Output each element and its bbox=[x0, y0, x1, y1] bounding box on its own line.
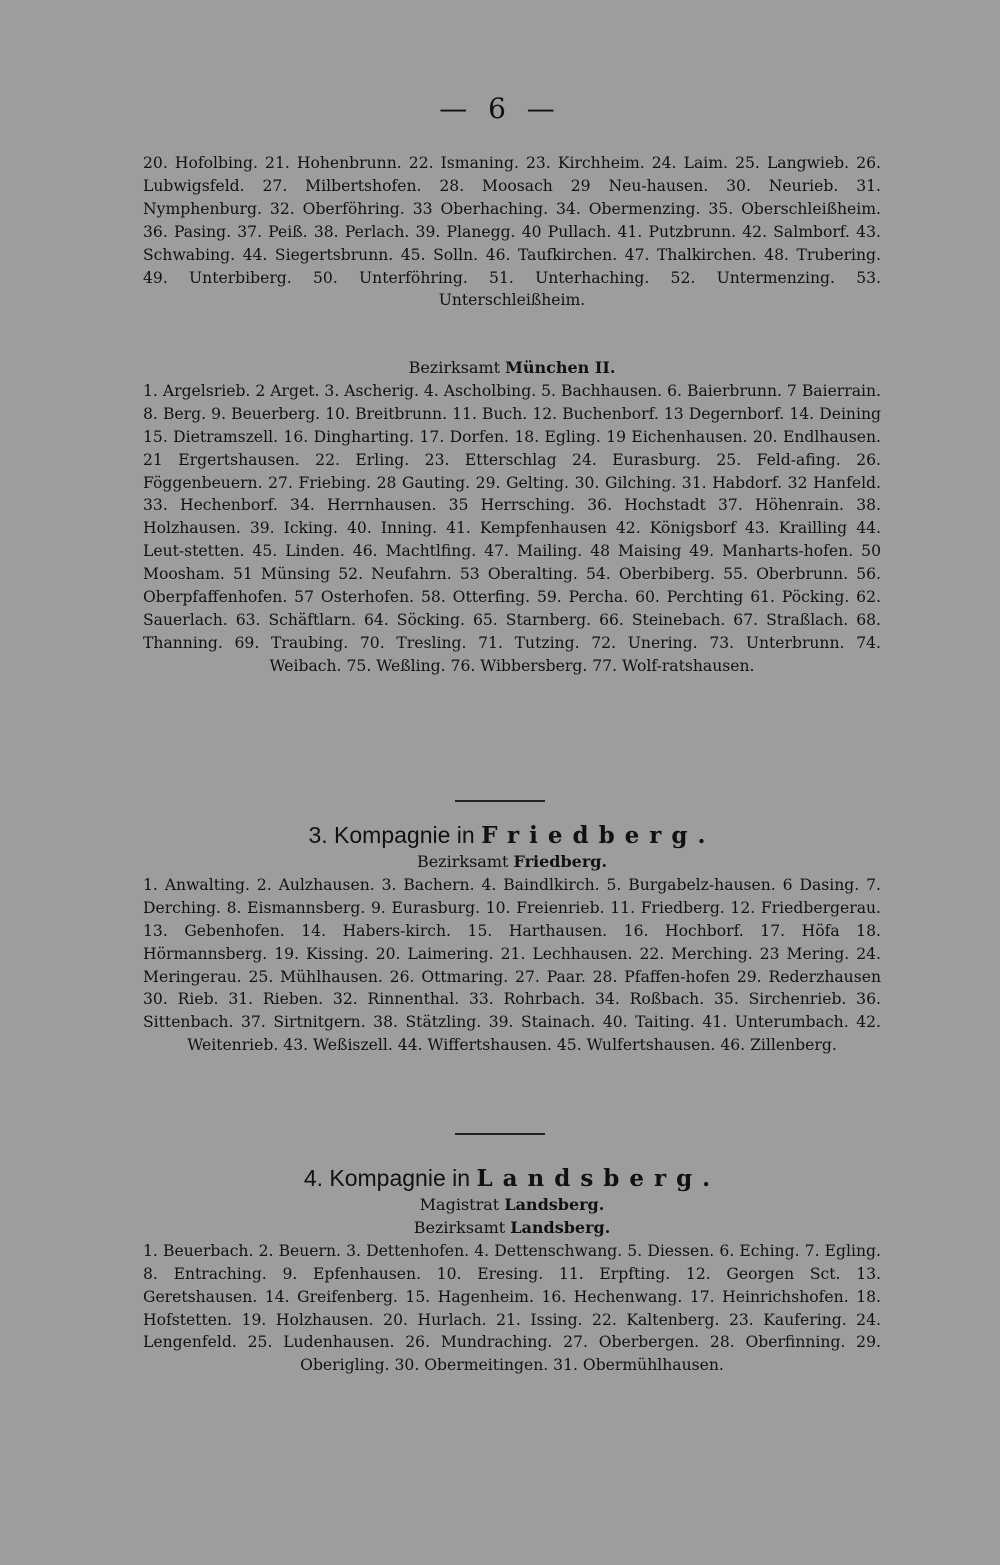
magistrat-heading bbox=[143, 1194, 881, 1217]
district-heading-prefix: Bezirksamt bbox=[408, 358, 501, 377]
district-heading-name: Landsberg. bbox=[510, 1217, 611, 1237]
list-text: 1. Anwalting. 2. Aulzhausen. 3. Bachern. 4. Baindlkirch. 5. Burgabelz-hausen. 6 Dasing. 7. Derching. 8. Eismannsberg. 9. Eurasburg. 10. Freienrieb. 11. Friedberg. 12. Friedbergerau. 13. Gebenhofen. 14. Habers-kirch. 15. Harthausen. 16. Hochborf. 17. Höfa 18. Hörmannsberg. 19. Kissing. 20. Laimering. 21. Lechhausen. 22. Merching. 23 Mering. 24. Meringerau. 25. Mühlhausen. 26. Ottmaring. 27. Paar. 28. Pfaffen-hofen 29. Rederzhausen 30. Rieb. 31. Rieben. 32. Rinnenthal. 33. Rohrbach. 34. Roßbach. 35. Sirchenrieb. 36. Sittenbach. 37. Sirtnitgern. 38. Stätzling. 39. Stainach. 40. Taiting. 41. Unterumbach. 42. Weitenrieb. 43. Weßiszell. 44. Wiffertshausen. 45. Wulfertshausen. 46. Zillenberg. bbox=[143, 875, 881, 1055]
district-heading-prefix: Bezirksamt bbox=[413, 1217, 506, 1237]
district-muenchen-ii bbox=[143, 357, 881, 678]
list-text: 1. Beuerbach. 2. Beuern. 3. Dettenhofen. 4. Dettenschwang. 5. Diessen. 6. Eching. 7. Egling. 8. Entraching. 9. Epfenhausen. 10. Eresing. 11. Erpfting. 12. Georgen Sct. 13. Geretshausen. 14. Greifenberg. 15. Hagenheim. 16. Hechenwang. 17. Heinrichshofen. 18. Hofstetten. 19. Holzhausen. 20. Hurlach. 21. Issing. 22. Kaltenberg. 23. Kaufering. 24. Lengenfeld. 25. Ludenhausen. 26. Mundraching. 27. Oberbergen. 28. Oberfinning. 29. Oberigling. 30. Obermeitingen. 31. Obermühlhausen. bbox=[143, 1241, 881, 1375]
district-heading bbox=[143, 357, 881, 380]
page-number: — 6 — bbox=[439, 92, 561, 125]
magistrat-heading-name: Landsberg. bbox=[504, 1195, 605, 1214]
section-heading-city: Landsberg. bbox=[476, 1165, 721, 1192]
municipality-list-muenchen-i bbox=[143, 152, 881, 312]
section-heading bbox=[143, 1163, 881, 1194]
section-heading bbox=[143, 820, 881, 851]
district-heading-name: Friedberg. bbox=[513, 852, 608, 871]
district-heading-name: München II. bbox=[505, 358, 616, 377]
section-landsberg bbox=[143, 1163, 881, 1377]
list-text: 20. Hofolbing. 21. Hohenbrunn. 22. Ismaning. 23. Kirchheim. 24. Laim. 25. Langwieb. 26. Lubwigsfeld. 27. Milbertshofen. 28. Moosach 29 Neu-hausen. 30. Neurieb. 31. Nymphenburg. 32. Oberföhring. 33 Oberhaching. 34. Obermenzing. 35. Oberschleißheim. 36. Pasing. 37. Peiß. 38. Perlach. 39. Planegg. 40 Pullach. 41. Putzbrunn. 42. Salmborf. 43. Schwabing. 44. Siegertsbrunn. 45. Solln. 46. Taufkirchen. 47. Thalkirchen. 48. Trubering. 49. Unterbiberg. 50. Unterföhring. 51. Unterhaching. 52. Untermenzing. 53. Unterschleißheim. bbox=[143, 154, 881, 310]
list-text: 1. Argelsrieb. 2 Arget. 3. Ascherig. 4. Ascholbing. 5. Bachhausen. 6. Baierbrunn. 7 Baierrain. 8. Berg. 9. Beuerberg. 10. Breitbrunn. 11. Buch. 12. Buchenborf. 13 Degernborf. 14. Deining 15. Dietramszell. 16. Dingharting. 17. Dorfen. 18. Egling. 19 Eichenhausen. 20. Endlhausen. 21 Ergertshausen. 22. Erling. 23. Etterschlag 24. Eurasburg. 25. Feld-afing. 26. Föggenbeuern. 27. Friebing. 28 Gauting. 29. Gelting. 30. Gilching. 31. Habdorf. 32 Hanfeld. 33. Hechenborf. 34. Herrnhausen. 35 Herrsching. 36. Hochstadt 37. Höhenrain. 38. Holzhausen. 39. Icking. 40. Inning. 41. Kempfenhausen 42. Königsborf 43. Krailling 44. Leut-stetten. 45. Linden. 46. Machtlfing. 47. Mailing. 48 Maising 49. Manharts-hofen. 50 Moosham. 51 Münsing 52. Neufahrn. 53 Oberalting. 54. Oberbiberg. 55. Oberbrunn. 56. Oberpfaffenhofen. 57 Osterhofen. 58. Otterfing. 59. Percha. 60. Perchting 61. Pöcking. 62. Sauerlach. 63. Schäftlarn. 64. Söcking. 65. Starnberg. 66. Steinebach. 67. Straßlach. 68. Thanning. 69. Traubing. 70. Tresling. 71. Tutzing. 72. Unering. 73. Unterbrunn. 74. Weibach. 75. Weßling. 76. Wibbersberg. 77. Wolf-ratshausen. bbox=[143, 381, 881, 675]
section-divider bbox=[455, 800, 545, 802]
district-heading-prefix: Bezirksamt bbox=[416, 852, 509, 871]
district-heading bbox=[143, 1217, 881, 1240]
section-heading-prefix: 3. Kompagnie in bbox=[308, 822, 475, 848]
section-heading-city: Friedberg. bbox=[481, 822, 716, 849]
section-heading-prefix: 4. Kompagnie in bbox=[303, 1165, 471, 1191]
section-friedberg bbox=[143, 820, 881, 1057]
district-heading bbox=[143, 851, 881, 874]
magistrat-heading-prefix: Magistrat bbox=[419, 1195, 500, 1214]
section-divider bbox=[455, 1133, 545, 1135]
